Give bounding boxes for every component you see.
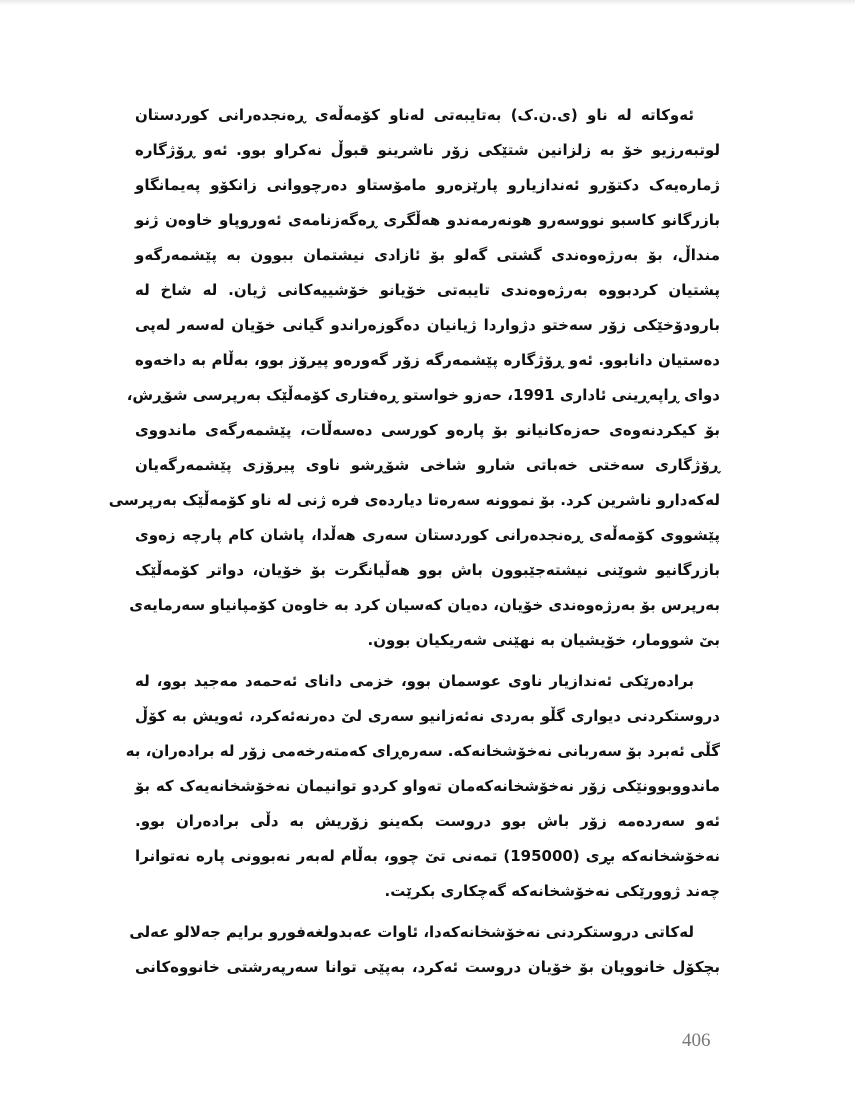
- paragraph-2: [125, 664, 720, 909]
- text-line: ڕۆژگاری سەختی خەباتی شارو شاخی شۆڕشو ناوی پیرۆزی پێشمەرگەیان: [135, 456, 720, 474]
- text-line: پشتیان کردبووە بەرژەوەندی تایبەتی خۆیانو خۆشییەکانی ژیان. لە شاخ لە: [135, 281, 720, 299]
- text-line: برادەرێکی ئەندازیار ناوی عوسمان بوو، خزمی داناى ئەحمەد مەجید بوو، لە: [135, 672, 694, 690]
- text-line: چەند ژوورێکی نەخۆشخانەکە گەچکاری بکرێت.: [384, 882, 720, 900]
- text-line: ماندووبوونێکی زۆر نەخۆشخانەکەمان تەواو کردو توانیمان نەخۆشخانەیەک کە بۆ: [135, 777, 720, 795]
- paragraph-3: [129, 915, 720, 985]
- text-line: بازرگانیو شوێنی نیشتەجێبوون باش بوو هەڵیانگرت بۆ خۆیان، دواتر کۆمەڵێک: [135, 561, 720, 579]
- text-line: بێ شوومار، خۆیشیان بە نهێنی شەریکیان بوون.: [367, 631, 720, 649]
- page-number: 406: [682, 1030, 711, 1051]
- text-line: بازرگانو کاسبو نووسەرو هونەرمەندو هەڵگری ڕەگەزنامەی ئەوروپاو خاوەن ژنو: [135, 211, 720, 229]
- text-line: ژمارەیەک دکتۆرو ئەندازیارو پارێزەرو مامۆستاو دەرچووانی زانکۆو پەیمانگاو: [135, 176, 720, 194]
- text-line: بۆ کیکردنەوەی حەزەکانیانو بۆ پارەو کورسی دەسەڵات، پێشمەرگەی ماندووی: [135, 421, 720, 439]
- text-line: لوتبەرزیو خۆ بە زلزانین شتێکی زۆر ناشرینو قبوڵ نەکراو بوو. ئەو ڕۆژگارە: [135, 141, 720, 159]
- paragraph-1: [108, 98, 720, 658]
- text-line: نەخۆشخانەکە بڕی (195000) تمەنی تێ چوو، بەڵام لەبەر نەبوونی پارە نەتوانرا: [135, 847, 720, 865]
- text-line: پێشووی کۆمەڵەی ڕەنجدەرانی کوردستان سەری هەڵدا، پاشان کام پارچە زەوی: [135, 526, 720, 544]
- text-line: منداڵ، بۆ بەرژەوەندی گشتی گەلو بۆ ئازادی نیشتمان ببوون بە پێشمەرگەو: [135, 246, 720, 264]
- text-line: بارودۆخێکی زۆر سەختو دژواردا ژیانیان دەگوزەراندو گیانی خۆیان لەسەر لەپی: [135, 316, 720, 334]
- text-line: دوای ڕاپەڕینی ئاداری 1991، حەزو خواستو ڕەفتاری کۆمەڵێک بەرپرسی شۆڕش،: [126, 386, 720, 404]
- text-line: بەرپرس بۆ بەرژەوەندی خۆیان، دەیان کەسیان کرد بە خاوەن کۆمپانیاو سەرمایەی: [129, 596, 720, 614]
- text-line: لەکەدارو ناشرین کرد. بۆ نموونە سەرەتا دیاردەی فرە ژنی لە ناو کۆمەڵێک بەرپرسی: [108, 491, 720, 509]
- page-body: [108, 98, 720, 991]
- text-line: گڵی ئەبرد بۆ سەربانی نەخۆشخانەکە. سەرەڕای کەمتەرخەمی زۆر لە برادەران، بە: [125, 742, 720, 760]
- text-line: بچکۆل خانوویان بۆ خۆیان دروست ئەکرد، بەپێی توانا سەرپەرشتی خانووەکانی: [135, 958, 720, 976]
- text-line: دروستکردنی دیواری گڵو بەردی نەئەزانیو سەری لێ دەرنەئەکرد، ئەویش بە کۆڵ: [135, 707, 720, 725]
- scan-edge-shade: [0, 0, 855, 5]
- text-line: ئەوکاتە لە ناو (ی.ن.ک) بەتایبەتی لەناو کۆمەڵەی ڕەنجدەرانی کوردستان: [135, 106, 694, 124]
- text-line: لەکاتی دروستکردنی نەخۆشخانەکەدا، ئاوات عەبدولغەفورو برایم جەلالو عەلی: [129, 923, 694, 941]
- text-line: دەستیان دانابوو. ئەو ڕۆژگارە پێشمەرگە زۆر گەورەو پیرۆز بوو، بەڵام بە داخەوە: [135, 351, 720, 369]
- text-line: ئەو سەردەمە زۆر باش بوو دروست بکەینو زۆریش بە دڵی برادەران بوو.: [135, 812, 720, 830]
